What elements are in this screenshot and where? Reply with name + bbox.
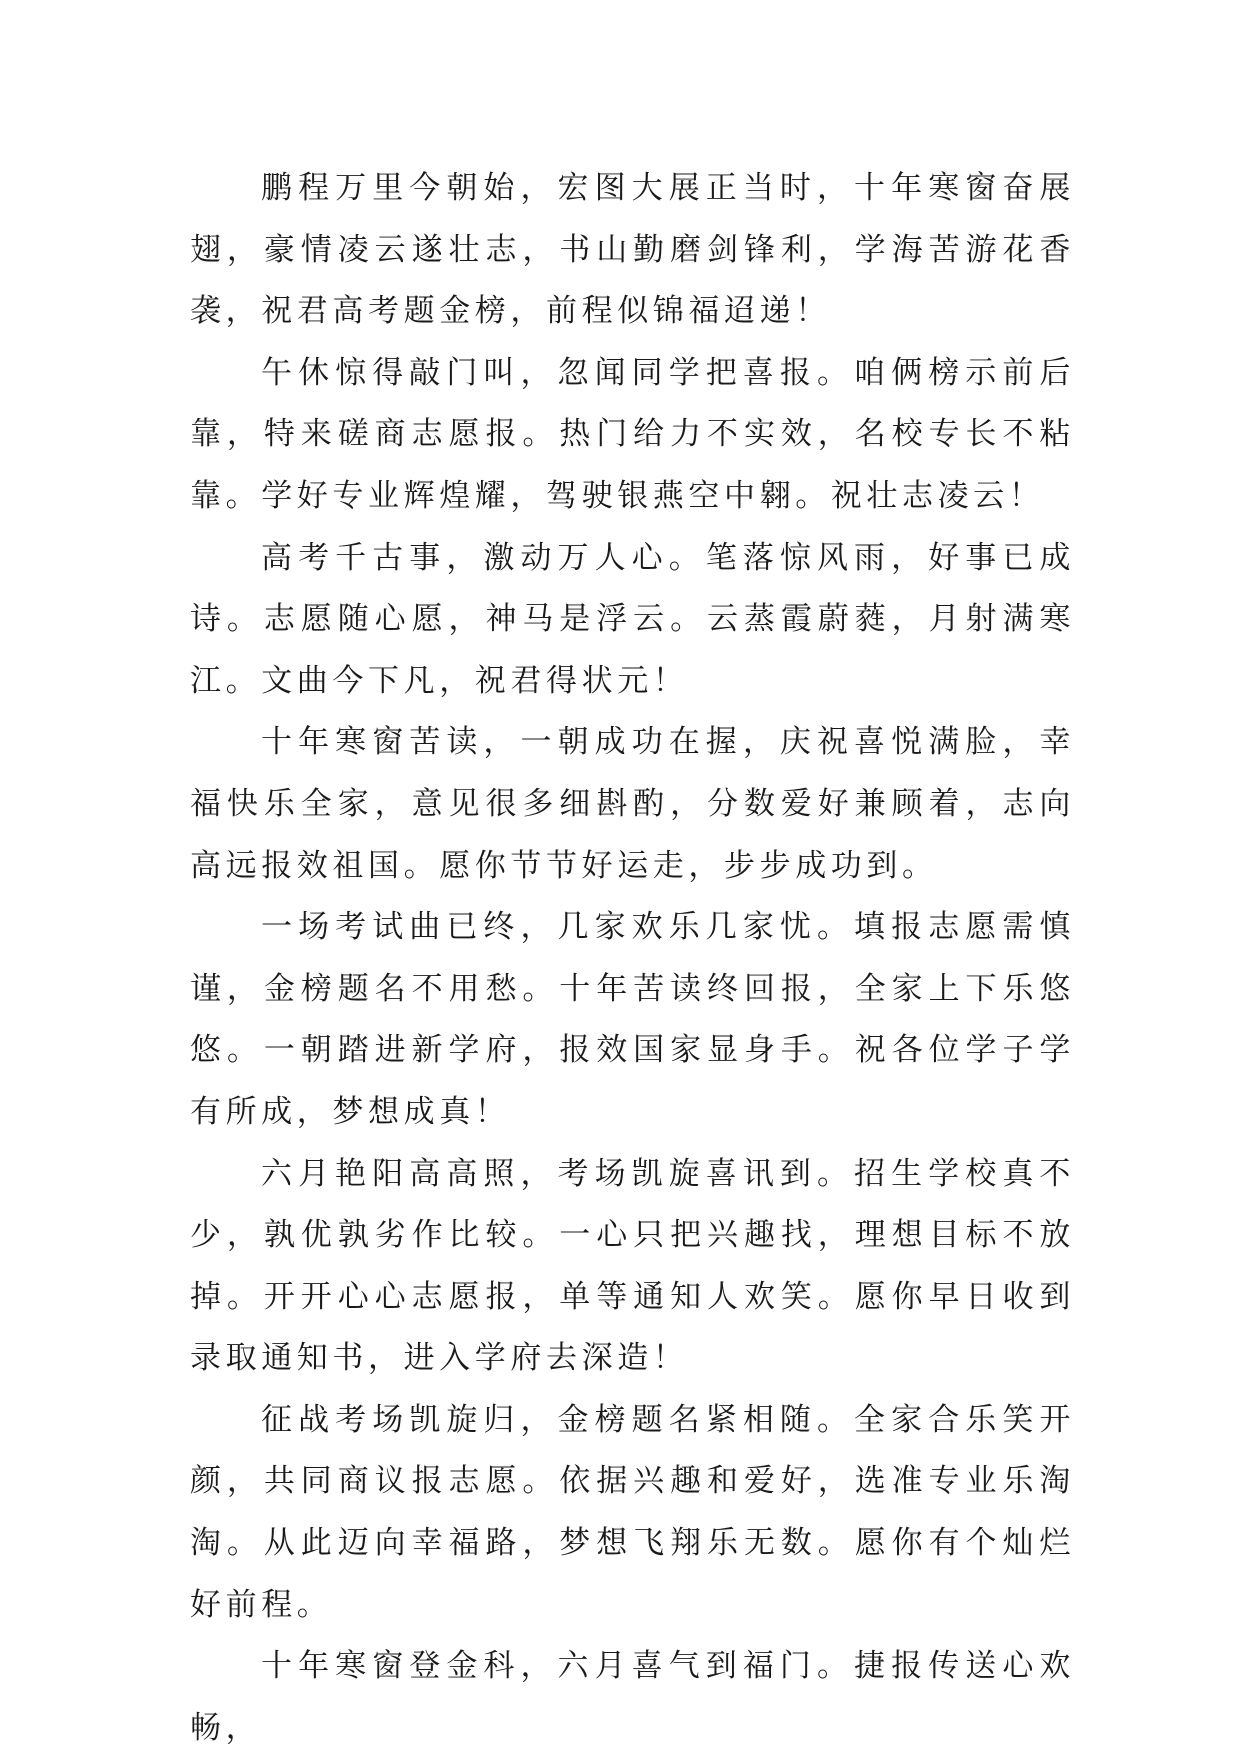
paragraph-8: 十年寒窗登金科，六月喜气到福门。捷报传送心欢畅， [190,1648,1075,1746]
paragraph-1: 鹏程万里今朝始，宏图大展正当时，十年寒窗奋展翅，豪情凌云遂壮志，书山勤磨剑锋利，学海苦游花香袭，祝君高考题金榜，前程似锦福迢递！ [190,170,1075,330]
paragraph-5: 一场考试曲已终，几家欢乐几家忧。填报志愿需慎谨，金榜题名不用愁。十年苦读终回报，全家上下乐悠悠。一朝踏进新学府，报效国家显身手。祝各位学子学有所成，梦想成真！ [190,909,1075,1130]
paragraph-2: 午休惊得敲门叫，忽闻同学把喜报。咱俩榜示前后靠，特来磋商志愿报。热门给力不实效，名校专长不粘靠。学好专业辉煌耀，驾驶银燕空中翱。祝壮志凌云！ [190,354,1075,514]
paragraph-4: 十年寒窗苦读，一朝成功在握，庆祝喜悦满脸，幸福快乐全家，意见很多细斟酌，分数爱好兼顾着，志向高远报效祖国。愿你节节好运走，步步成功到。 [190,724,1075,884]
paragraph-7: 征战考场凯旋归，金榜题名紧相随。全家合乐笑开颜，共同商议报志愿。依据兴趣和爱好，选准专业乐淘淘。从此迈向幸福路，梦想飞翔乐无数。愿你有个灿烂好前程。 [190,1401,1075,1623]
paragraph-3: 高考千古事，激动万人心。笔落惊风雨，好事已成诗。志愿随心愿，神马是浮云。云蒸霞蔚蕤，月射满寒江。文曲今下凡，祝君得状元！ [190,539,1075,699]
document-page [190,158,1075,1759]
paragraph-6: 六月艳阳高高照，考场凯旋喜讯到。招生学校真不少，孰优孰劣作比较。一心只把兴趣找，理想目标不放掉。开开心心志愿报，单等通知人欢笑。愿你早日收到录取通知书，进入学府去深造！ [190,1155,1075,1377]
